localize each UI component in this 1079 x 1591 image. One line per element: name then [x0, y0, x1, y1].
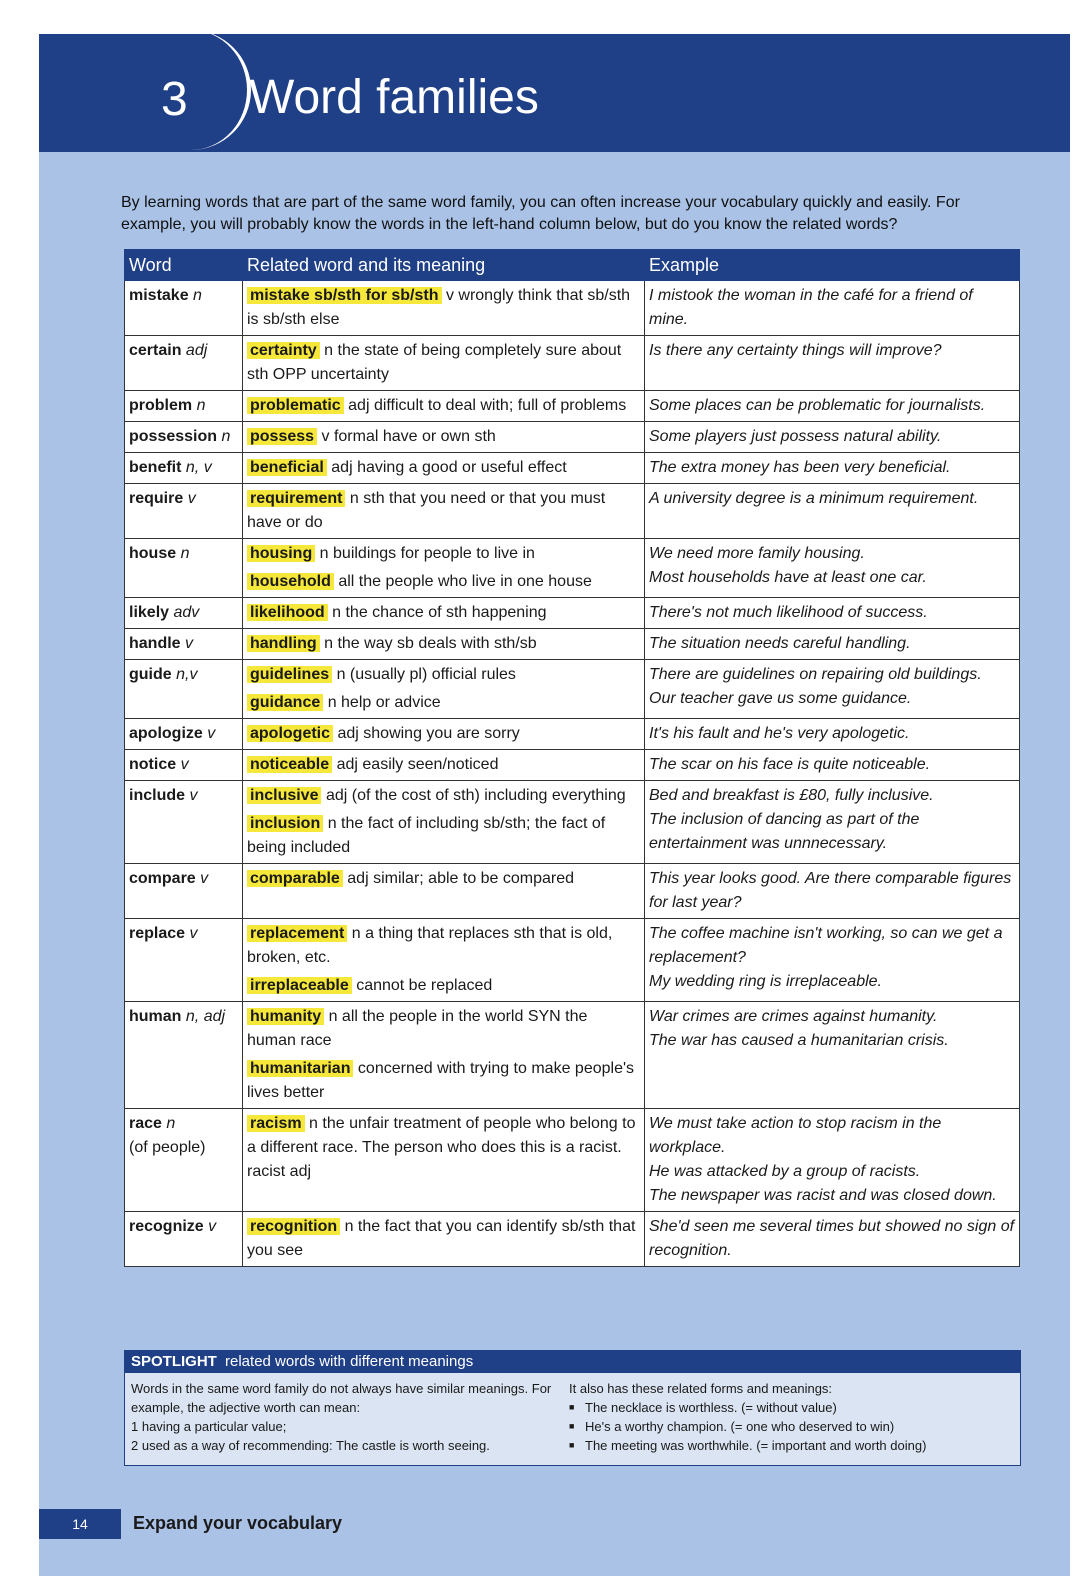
- related-definition: v wrongly think that sb/sth is sb/sth else: [247, 287, 631, 328]
- word-cell: [125, 781, 243, 864]
- related-cell: [243, 660, 645, 719]
- example-sentence: Is there any certainty things will improve?: [649, 342, 942, 359]
- word-cell: [125, 539, 243, 598]
- headword: require: [129, 490, 184, 507]
- related-entry: [247, 542, 640, 566]
- word-cell: [125, 422, 243, 453]
- example-sentence: War crimes are crimes against humanity.: [649, 1008, 938, 1025]
- related-entry: [247, 570, 640, 594]
- related-entry: [247, 1112, 640, 1184]
- example-sentence: The inclusion of dancing as part of the entertainment was unnnecessary.: [649, 811, 920, 852]
- table-row: [125, 660, 1020, 719]
- spotlight-box: [124, 1350, 1021, 1466]
- word-cell: [125, 750, 243, 781]
- related-definition: adj similar; able to be compared: [347, 870, 575, 887]
- related-definition: cannot be replaced: [356, 977, 493, 994]
- related-term: recognition: [247, 1218, 340, 1235]
- headword: house: [129, 545, 177, 562]
- example-cell: [645, 336, 1020, 391]
- example-sentence: Some places can be problematic for journalists.: [649, 397, 986, 414]
- word-cell: [125, 336, 243, 391]
- related-definition: n all the people in the world SYN the human race: [247, 1008, 588, 1049]
- related-definition: adj easily seen/noticed: [336, 756, 499, 773]
- related-term: irreplaceable: [247, 977, 352, 994]
- spotlight-bullet-item: ■ He's a worthy champion. (= one who deserved to win): [569, 1417, 1014, 1436]
- related-cell: [243, 422, 645, 453]
- related-cell: [243, 1109, 645, 1212]
- related-definition: n the chance of sth happening: [332, 604, 547, 621]
- example-cell: [645, 1002, 1020, 1109]
- example-cell: [645, 281, 1020, 336]
- headword: notice: [129, 756, 177, 773]
- example-sentence: He was attacked by a group of racists.: [649, 1163, 921, 1180]
- part-of-speech: n,v: [176, 666, 198, 683]
- headword: problem: [129, 397, 193, 414]
- spotlight-left-item: 1 having a particular value;: [131, 1419, 287, 1434]
- example-sentence: A university degree is a minimum requirement.: [649, 490, 979, 507]
- word-cell: [125, 629, 243, 660]
- part-of-speech: v: [189, 925, 198, 942]
- related-term: racism: [247, 1115, 305, 1132]
- related-cell: [243, 719, 645, 750]
- related-entry: [247, 753, 640, 777]
- spotlight-left-column: [131, 1379, 561, 1455]
- related-entry: [247, 1215, 640, 1263]
- headword: possession: [129, 428, 218, 445]
- example-sentence: There's not much likelihood of success.: [649, 604, 928, 621]
- related-definition: n the way sb deals with sth/sb: [324, 635, 537, 652]
- related-term: handling: [247, 635, 320, 652]
- example-sentence: Some players just possess natural ability.: [649, 428, 942, 445]
- example-sentence: Bed and breakfast is £80, fully inclusive.: [649, 787, 934, 804]
- related-definition: adj (of the cost of sth) including everything: [325, 787, 626, 804]
- spotlight-right-column: [569, 1379, 1014, 1455]
- table-row: [125, 336, 1020, 391]
- page-number: 14: [39, 1509, 121, 1539]
- related-term: problematic: [247, 397, 344, 414]
- related-cell: [243, 484, 645, 539]
- word-cell: [125, 391, 243, 422]
- related-entry: [247, 456, 640, 480]
- related-entry: [247, 663, 640, 687]
- spotlight-left-intro: Words in the same word family do not always have similar meanings. For example, the adjective worth can mean:: [131, 1381, 552, 1415]
- headword: replace: [129, 925, 186, 942]
- part-of-speech: n: [196, 397, 206, 414]
- related-definition: n the state of being completely sure about sth OPP uncertainty: [247, 342, 622, 383]
- example-cell: [645, 422, 1020, 453]
- spotlight-bullet-item: ■ The necklace is worthless. (= without value): [569, 1398, 1014, 1417]
- table-row: [125, 453, 1020, 484]
- related-term: housing: [247, 545, 315, 562]
- table-row: [125, 484, 1020, 539]
- unit-header: [39, 34, 1070, 152]
- headword: guide: [129, 666, 172, 683]
- word-cell: [125, 919, 243, 1002]
- part-of-speech: v: [207, 725, 216, 742]
- example-sentence: Our teacher gave us some guidance.: [649, 690, 912, 707]
- related-cell: [243, 750, 645, 781]
- related-entry: [247, 867, 640, 891]
- headword: compare: [129, 870, 196, 887]
- related-cell: [243, 453, 645, 484]
- part-of-speech: adj: [185, 342, 208, 359]
- example-sentence: We need more family housing.: [649, 545, 865, 562]
- related-term: noticeable: [247, 756, 332, 773]
- example-cell: [645, 598, 1020, 629]
- table-row: [125, 598, 1020, 629]
- related-cell: [243, 864, 645, 919]
- related-entry: [247, 394, 640, 418]
- table-row: [125, 281, 1020, 336]
- table-row: [125, 422, 1020, 453]
- table-row: [125, 629, 1020, 660]
- word-cell: [125, 1109, 243, 1212]
- related-cell: [243, 598, 645, 629]
- word-cell: [125, 598, 243, 629]
- example-sentence: The war has caused a humanitarian crisis.: [649, 1032, 949, 1049]
- word-cell: [125, 453, 243, 484]
- example-cell: [645, 629, 1020, 660]
- related-entry: [247, 722, 640, 746]
- table-row: [125, 391, 1020, 422]
- related-term: humanity: [247, 1008, 324, 1025]
- related-definition: n (usually pl) official rules: [336, 666, 516, 683]
- related-definition: n the fact of including sb/sth; the fact of being included: [247, 815, 606, 856]
- example-sentence: I mistook the woman in the café for a friend of mine.: [649, 287, 973, 328]
- related-entry: [247, 922, 640, 970]
- example-cell: [645, 781, 1020, 864]
- example-sentence: The newspaper was racist and was closed down.: [649, 1187, 997, 1204]
- headword: certain: [129, 342, 182, 359]
- example-sentence: Most households have at least one car.: [649, 569, 927, 586]
- part-of-speech: v: [185, 635, 194, 652]
- part-of-speech: n: [221, 428, 231, 445]
- example-cell: [645, 391, 1020, 422]
- spotlight-bullet-item: ■ The meeting was worthwhile. (= important and worth doing): [569, 1436, 1014, 1455]
- part-of-speech: v: [189, 787, 198, 804]
- related-term: household: [247, 573, 334, 590]
- word-cell: [125, 864, 243, 919]
- word-cell: [125, 660, 243, 719]
- related-term: inclusive: [247, 787, 321, 804]
- related-cell: [243, 281, 645, 336]
- part-of-speech: v: [187, 490, 196, 507]
- related-entry: [247, 487, 640, 535]
- example-sentence: The extra money has been very beneficial.: [649, 459, 951, 476]
- related-cell: [243, 1212, 645, 1267]
- part-of-speech: n, v: [185, 459, 212, 476]
- related-entry: [247, 691, 640, 715]
- related-entry: [247, 1005, 640, 1053]
- table-row: [125, 750, 1020, 781]
- related-term: humanitarian: [247, 1060, 353, 1077]
- table-row: [125, 719, 1020, 750]
- part-of-speech: adv: [173, 604, 200, 621]
- headword: human: [129, 1008, 182, 1025]
- related-cell: [243, 919, 645, 1002]
- example-cell: [645, 864, 1020, 919]
- headword: race: [129, 1115, 162, 1132]
- related-entry: [247, 284, 640, 332]
- part-of-speech: n, adj: [185, 1008, 226, 1025]
- part-of-speech: n: [193, 287, 202, 304]
- table-row: [125, 919, 1020, 1002]
- related-definition: adj difficult to deal with; full of problems: [348, 397, 627, 414]
- part-of-speech: v: [208, 1218, 217, 1235]
- part-of-speech: v: [180, 756, 189, 773]
- part-of-speech: n: [180, 545, 190, 562]
- example-cell: [645, 484, 1020, 539]
- spotlight-left-item: 2 used as a way of recommending: The castle is worth seeing.: [131, 1438, 490, 1453]
- related-term: comparable: [247, 870, 343, 887]
- column-header-example: Example: [645, 250, 1020, 281]
- related-cell: [243, 539, 645, 598]
- related-cell: [243, 336, 645, 391]
- related-term: replacement: [247, 925, 347, 942]
- word-cell: [125, 484, 243, 539]
- headword: benefit: [129, 459, 182, 476]
- related-entry: [247, 812, 640, 860]
- example-sentence: The situation needs careful handling.: [649, 635, 911, 652]
- related-definition: n buildings for people to live in: [319, 545, 535, 562]
- related-term: requirement: [247, 490, 345, 507]
- related-definition: adj having a good or useful effect: [331, 459, 567, 476]
- example-cell: [645, 660, 1020, 719]
- example-cell: [645, 453, 1020, 484]
- related-definition: concerned with trying to make people's lives better: [247, 1060, 635, 1101]
- column-header-word: Word: [125, 250, 243, 281]
- related-cell: [243, 781, 645, 864]
- related-term: certainty: [247, 342, 320, 359]
- part-of-speech: v: [200, 870, 209, 887]
- related-definition: adj showing you are sorry: [337, 725, 520, 742]
- example-sentence: The coffee machine isn't working, so can we get a replacement?: [649, 925, 1003, 966]
- related-entry: [247, 1057, 640, 1105]
- unit-number: 3: [161, 73, 188, 126]
- textbook-page: [39, 34, 1070, 1576]
- example-cell: [645, 750, 1020, 781]
- example-sentence: There are guidelines on repairing old buildings.: [649, 666, 982, 683]
- related-term: guidance: [247, 694, 323, 711]
- related-entry: [247, 339, 640, 387]
- spotlight-right-intro: It also has these related forms and meanings:: [569, 1381, 833, 1396]
- related-definition: n the unfair treatment of people who belong to a different race. The person who does this is a racist. racist adj: [247, 1115, 636, 1180]
- related-definition: n help or advice: [327, 694, 441, 711]
- related-entry: [247, 974, 640, 998]
- headword: handle: [129, 635, 181, 652]
- column-header-related: Related word and its meaning: [243, 250, 645, 281]
- related-term: apologetic: [247, 725, 333, 742]
- related-definition: n sth that you need or that you must have or do: [247, 490, 606, 531]
- related-entry: [247, 601, 640, 625]
- related-term: possess: [247, 428, 317, 445]
- table-header-row: [125, 250, 1020, 281]
- related-definition: n a thing that replaces sth that is old, broken, etc.: [247, 925, 613, 966]
- example-sentence: My wedding ring is irreplaceable.: [649, 973, 882, 990]
- word-cell: [125, 1212, 243, 1267]
- table-row: [125, 539, 1020, 598]
- spotlight-header: [125, 1351, 1020, 1373]
- example-sentence: We must take action to stop racism in the workplace.: [649, 1115, 942, 1156]
- example-sentence: The scar on his face is quite noticeable.: [649, 756, 931, 773]
- example-sentence: It's his fault and he's very apologetic.: [649, 725, 910, 742]
- example-cell: [645, 1212, 1020, 1267]
- table-row: [125, 864, 1020, 919]
- headword: mistake: [129, 287, 189, 304]
- related-term: inclusion: [247, 815, 323, 832]
- table-row: [125, 1002, 1020, 1109]
- related-entry: [247, 784, 640, 808]
- table-row: [125, 1212, 1020, 1267]
- related-entry: [247, 632, 640, 656]
- page-footer: [39, 1509, 1070, 1539]
- related-term: likelihood: [247, 604, 328, 621]
- word-cell: [125, 719, 243, 750]
- related-term: beneficial: [247, 459, 327, 476]
- table-row: [125, 1109, 1020, 1212]
- intro-paragraph: By learning words that are part of the same word family, you can often increase your vocabulary quickly and easily. For example, you will probably know the words in the left-hand column below, but do you know the related words?: [121, 194, 960, 233]
- word-family-table: [124, 249, 1020, 1267]
- part-of-speech: n: [166, 1115, 176, 1132]
- header-arc-decoration: [189, 34, 251, 150]
- related-cell: [243, 391, 645, 422]
- word-cell: [125, 1002, 243, 1109]
- headword: likely: [129, 604, 170, 621]
- related-term: guidelines: [247, 666, 332, 683]
- example-sentence: This year looks good. Are there comparable figures for last year?: [649, 870, 1012, 911]
- example-cell: [645, 539, 1020, 598]
- spotlight-label: SPOTLIGHT: [131, 1353, 217, 1370]
- headword: apologize: [129, 725, 203, 742]
- headword-note: (of people): [129, 1139, 206, 1156]
- example-cell: [645, 719, 1020, 750]
- table-row: [125, 781, 1020, 864]
- example-sentence: She'd seen me several times but showed no sign of recognition.: [649, 1218, 1015, 1259]
- related-definition: all the people who live in one house: [338, 573, 592, 590]
- example-cell: [645, 919, 1020, 1002]
- word-cell: [125, 281, 243, 336]
- headword: recognize: [129, 1218, 204, 1235]
- book-title: Expand your vocabulary: [133, 1513, 343, 1533]
- unit-title: Word families: [249, 71, 539, 124]
- spotlight-title: related words with different meanings: [225, 1353, 474, 1370]
- related-cell: [243, 629, 645, 660]
- related-definition: n the fact that you can identify sb/sth that you see: [247, 1218, 636, 1259]
- example-cell: [645, 1109, 1020, 1212]
- related-term: mistake sb/sth for sb/sth: [247, 287, 442, 304]
- related-cell: [243, 1002, 645, 1109]
- headword: include: [129, 787, 186, 804]
- related-definition: v formal have or own sth: [321, 428, 496, 445]
- related-entry: [247, 425, 640, 449]
